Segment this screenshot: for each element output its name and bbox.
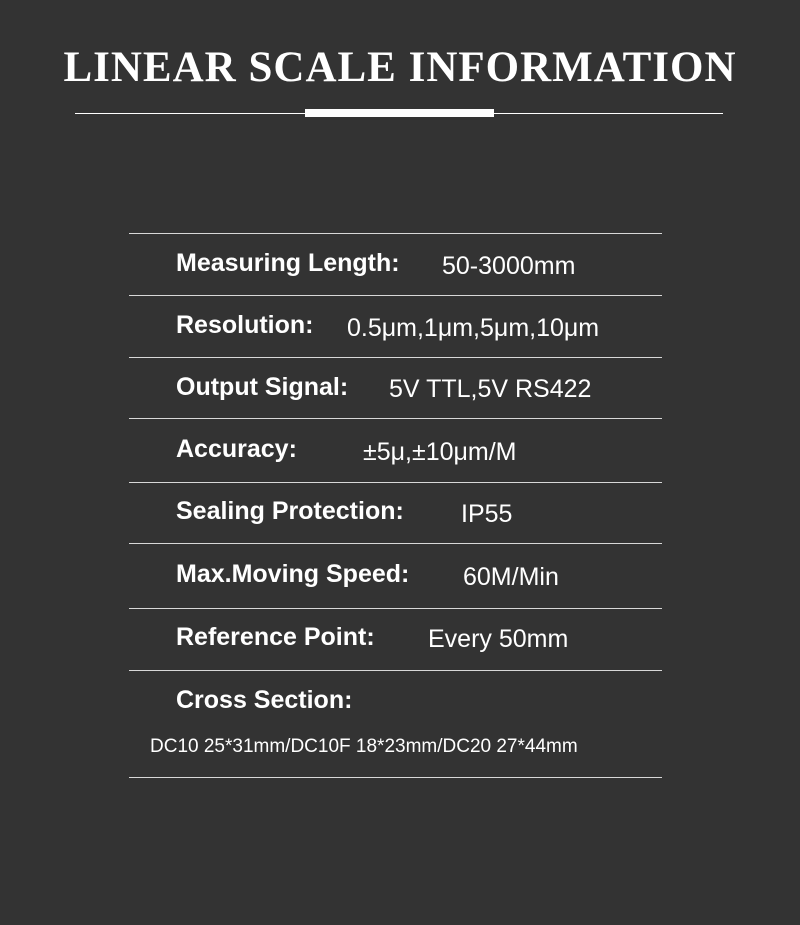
spec-value: 60M/Min [463, 563, 559, 591]
spec-label: Max.Moving Speed: [176, 560, 410, 588]
spec-label: Sealing Protection: [176, 497, 404, 525]
spec-row-sealing-protection [129, 483, 662, 543]
page-title: LINEAR SCALE INFORMATION [63, 44, 737, 91]
spec-label: Resolution: [176, 311, 314, 339]
spec-label: Measuring Length: [176, 249, 400, 277]
spec-row-reference-point [129, 609, 662, 670]
spec-row-cross-section [129, 671, 662, 777]
spec-row-accuracy [129, 419, 662, 482]
spec-label: Cross Section: [176, 686, 353, 714]
spec-row-output-signal [129, 358, 662, 418]
spec-label: Output Signal: [176, 373, 349, 401]
row-divider [129, 777, 662, 778]
spec-value: DC10 25*31mm/DC10F 18*23mm/DC20 27*44mm [150, 736, 578, 757]
spec-label: Accuracy: [176, 435, 297, 463]
spec-value: 50-3000mm [442, 252, 576, 280]
spec-table [129, 233, 662, 778]
spec-row-resolution [129, 296, 662, 357]
spec-value: ±5μ,±10μm/M [363, 438, 517, 466]
title-accent-bar [305, 109, 494, 117]
spec-value: IP55 [461, 500, 513, 528]
spec-row-max-moving-speed [129, 544, 662, 608]
spec-value: 5V TTL,5V RS422 [389, 375, 592, 403]
spec-row-measuring-length [129, 234, 662, 295]
spec-value: Every 50mm [428, 625, 569, 653]
spec-label: Reference Point: [176, 623, 375, 651]
spec-value: 0.5μm,1μm,5μm,10μm [347, 314, 600, 342]
